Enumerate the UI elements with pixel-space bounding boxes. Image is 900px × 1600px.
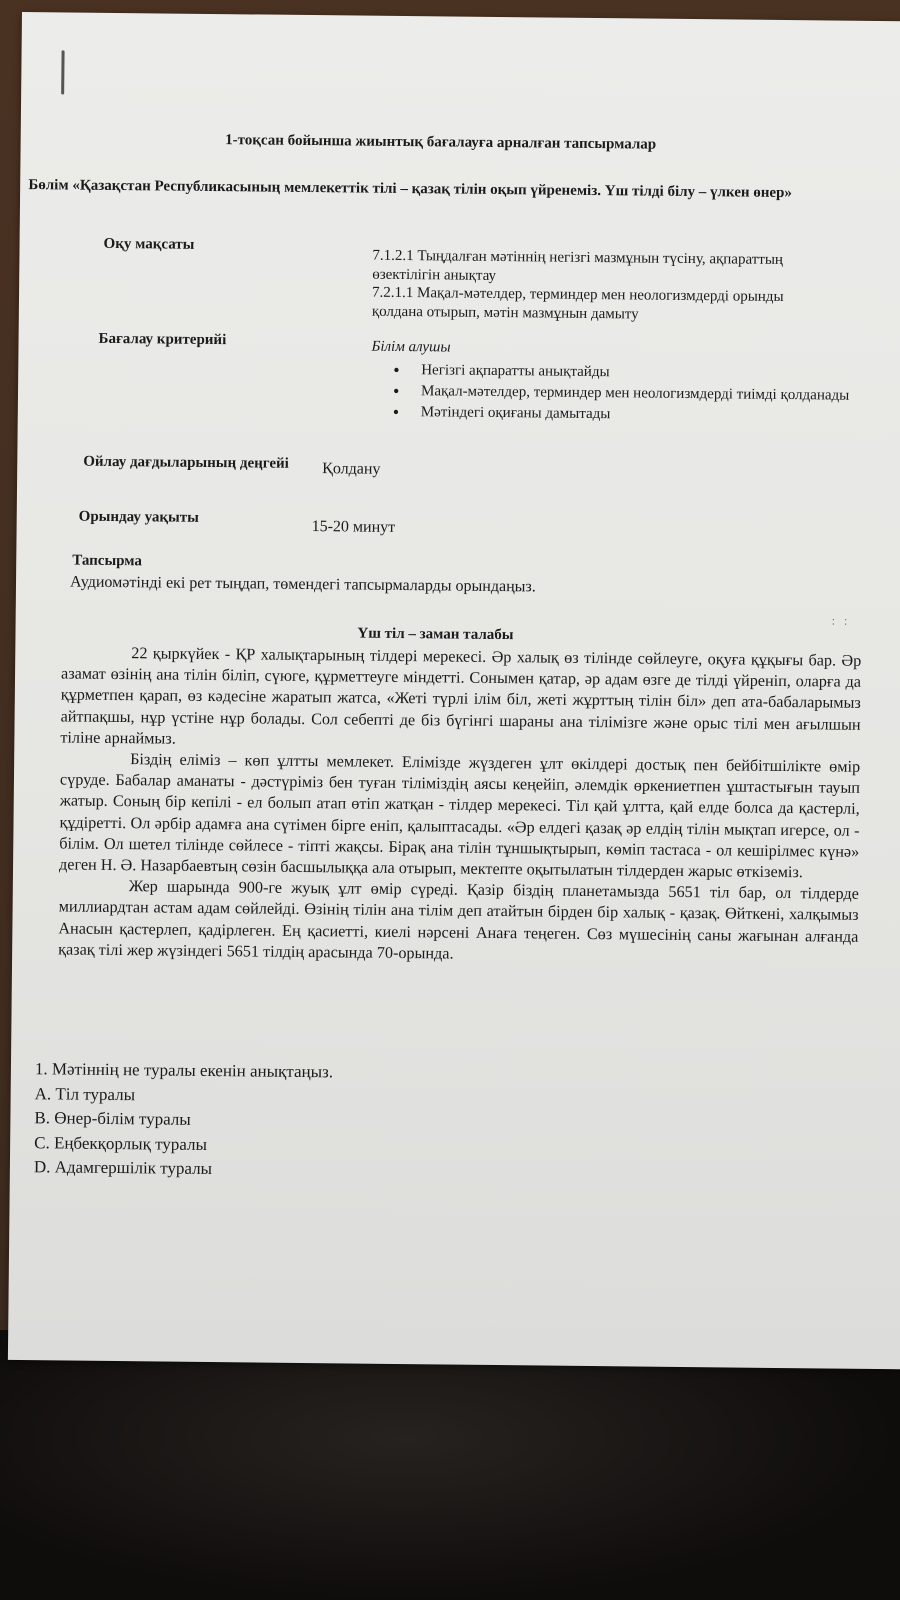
answer-option-c: C. Еңбекқорлық туралы (34, 1132, 208, 1154)
criteria-item: • Негізгі ақпаратты анықтайды (393, 361, 853, 385)
thinking-level-label: Ойлау дағдыларының деңгейі (83, 453, 289, 472)
criteria-item: • Мақал-мәтелдер, терминдер мен неологизмдерді тиімді қолданады (393, 382, 853, 406)
reading-text (58, 642, 861, 968)
text-title: Үш тіл – заман талабы (357, 625, 514, 644)
paragraph: Біздің еліміз – көп ұлтты мемлекет. Елімізде жүздеген ұлт өкілдері достық пен бейбітшілікте өмір сүруде. Бабалар аманаты - дәстүріміз бен туған тіліміздің аясы кеңейіп, әлемдік өркениетпен ұштастығын тауып жатыр. Соның бір кепілі - ел болып атап өтіп жатқан - тілдер мерекесі. Тіл қай ұлтта, қай елде болса да қастерлі, құдіретті. Ол әрбір адамға ана сүтімен бірге еніп, қалыптасады. «Әр елдегі қазақ әр елдің тілін мықтап игерсе, ол - білім. Ол шетел тілінде сөйлесе - тіпті жақсы. Бірақ ана тілін тұншықтырып, көміп тастаса - ол кешірілмес күнә» деген Н. Ә. Назарбаевтың сөзін басшылыққа ала отырып, мектепте оқытылатын тілдерден жарыс өткіземіз. (58, 750, 861, 882)
paragraph: 22 қыркүйек - ҚР халықтарының тілдері мерекесі. Әр халық өз тілінде сөйлеуге, оқуға құқығы бар. Әр азамат өзінің ана тілін біліп, сүюге, құрметтеуге міндетті. Сонымен қатар, әр адам өзге де тілді үйреніп, оларға да құрметпен қарап, өз кәдесіне жаратып жатса, «Жеті түрлі ілім біл, жеті жұрттың тілін біл» деп ата-бабаларымыз айтпақшы, нұр үстіне нұр болады. Сол себепті де біз бүгінгі шараны ана тілімізге және орыс тілі мен ағылшын тіліне арнаймыз. (60, 644, 862, 748)
paper-sheet (8, 12, 900, 1369)
learning-goals-label: Оқу мақсаты (103, 235, 195, 253)
question-text: 1. Мәтіннің не туралы екенін анықтаңыз. (34, 1059, 334, 1082)
time-value: 15-20 минут (311, 518, 396, 536)
learning-goal-2: 7.2.1.1 Мақал-мәтелдер, терминдер мен неологизмдерді орынды қолдана отырып, мәтін мазмұнын дамыту (371, 284, 784, 323)
speck-marks: : : (831, 613, 851, 628)
task-text: Аудиомәтінді екі рет тыңдап, төмендегі тапсырмаларды орындаңыз. (69, 573, 536, 596)
paragraph: Жер шарында 900-ге жуық ұлт өмір сүреді. Қазір біздің планетамызда 5651 тіл бар, ол тілдерде миллиардтан астам адам сөйлейді. Өзінің тілін ана тілім деп атайтын бірден бір халық - қазақ. Өйткені, халқымыз Анасын қастерлеп, қадірлеген. Ең қасиетті, киелі нәрсені Анаға теңеген. Сөз мүшесінің саны жағынан алғанда қазақ тілі жер жүзіндегі 5651 тілдің арасында 70-орында. (58, 877, 859, 963)
task-label: Тапсырма (72, 552, 143, 570)
question-block (34, 1057, 635, 1186)
section-title: Бөлім «Қазақстан Республикасының мемлекеттік тілі – қазақ тілін оқып үйренеміз. Үш тілді білу – үлкен өнер» (28, 177, 793, 202)
criteria-list (393, 361, 854, 427)
document-title: 1-тоқсан бойынша жиынтық бағалауға арналған тапсырмалар (225, 132, 657, 153)
time-label: Орындау уақыты (78, 508, 199, 526)
answer-option-b: B. Өнер-білім туралы (34, 1108, 191, 1129)
answer-option-d: D. Адамгершілік туралы (33, 1157, 213, 1179)
thinking-level-value: Қолдану (322, 460, 381, 478)
learning-goal-1: 7.1.2.1 Тыңдалған мәтіннің негізгі мазмұнын түсіну, ақпараттың өзектілігін анықтау (372, 247, 784, 284)
criteria-item: • Мәтіндегі оқиғаны дамытады (393, 403, 853, 427)
floor-background (0, 1330, 900, 1600)
answer-option-a: A. Тіл туралы (34, 1083, 136, 1104)
criteria-intro: Білім алушы (371, 338, 451, 356)
criteria-label: Бағалау критерийі (98, 330, 227, 349)
margin-mark (61, 50, 64, 94)
